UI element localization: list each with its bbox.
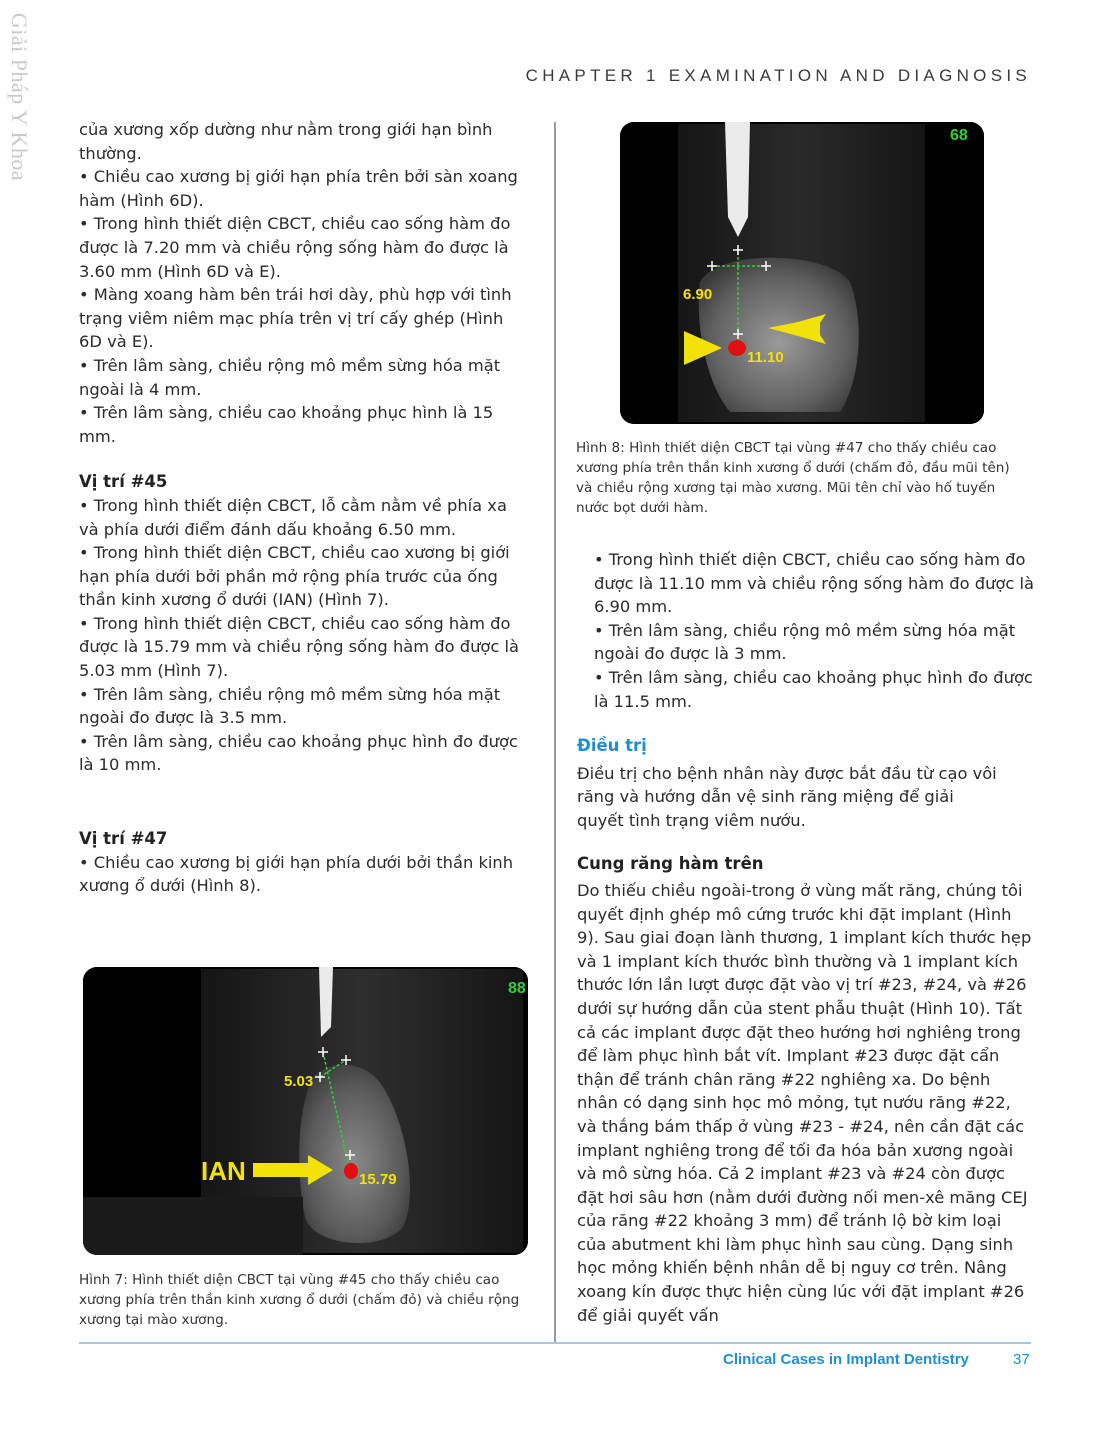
bullet-item: • Trên lâm sàng, chiều cao khoảng phục hình đo được là 10 mm. <box>79 731 518 775</box>
bullet-item: • Trong hình thiết diện CBCT, lỗ cằm nằm về phía xa và phía dưới điểm đánh dấu khoảng 6.50 mm. <box>79 495 507 539</box>
bullet-item: • Trên lâm sàng, chiều rộng mô mềm sừng hóa mặt ngoài là 4 mm. <box>79 355 501 399</box>
height-measure-label: 15.79 <box>359 1171 397 1188</box>
section-heading-upper-arch: Cung răng hàm trên <box>577 854 764 874</box>
column-divider <box>554 122 556 1342</box>
right-column-site-47 <box>594 548 1034 713</box>
watermark <box>4 12 34 182</box>
width-measure-label: 5.03 <box>284 1073 314 1090</box>
right-column-treatment <box>577 734 1032 1327</box>
figure-7-cbct-image <box>83 967 528 1255</box>
bullet-item: • Trên lâm sàng, chiều rộng mô mềm sừng hóa mặt ngoài đo được là 3.5 mm. <box>79 684 501 728</box>
paragraph: Do thiếu chiều ngoài-trong ở vùng mất răng, chúng tôi quyết định ghép mô cứng trước khi đặt implant (Hình 9). Sau giai đoạn lành thương, 1 implant kích thước hẹp và 1 implant kích thước bình thường và 1 implant kích thước lớn lần lượt được đặt vào vị trí #23, #24, và #26 dưới sự hướng dẫn của stent phẫu thuật (Hình 10). Tất cả các implant được đặt theo hướng hơi nghiêng trong để làm phục hình bắt vít. Implant #23 được đặt cẩn thận để tránh chân răng #22 nghiêng xa. Do bệnh nhân có dạng sinh học mô mỏng, tụt nướu răng #22, và thắng bám thấp ở vùng #23 - #24, nên cần đặt các implant nghiêng trong để tối đa hóa bản xương ngoài và mô sừng hóa. Cả 2 implant #23 và #24 còn được đặt hơi sâu hơn (nằm dưới đường nối men-xê măng CEJ của răng #22 khoảng 3 mm) để tránh lộ bờ kim loại của abutment khi làm phục hình sau cùng. Dạng sinh học mỏng khiến bệnh nhân dễ bị nguy cơ trên. Nâng xoang kín được thực hiện cùng lúc với đặt implant #26 để giải quyết vấn <box>577 880 1032 1325</box>
paragraph: Điều trị cho bệnh nhân này được bắt đầu từ cạo vôi răng và hướng dẫn vệ sinh răng miệng để giải quyết tình trạng viêm nướu. <box>577 763 997 830</box>
watermark-text: Giải Pháp Y Khoa <box>7 12 32 182</box>
figure-8-cbct-image <box>620 122 984 424</box>
figure-8-caption: Hình 8: Hình thiết diện CBCT tại vùng #47 cho thấy chiều cao xương phía trên thần kinh xương ổ dưới (chấm đỏ, đầu mũi tên) và chiều rộng xương tại mào xương. Mũi tên chỉ vào hố tuyến nước bọt dưới hàm. <box>576 440 1010 516</box>
bullet-item: • Chiều cao xương bị giới hạn phía dưới bởi thần kinh xương ổ dưới (Hình 8). <box>79 852 514 896</box>
bullet-item: • Trên lâm sàng, chiều cao khoảng phục hình là 15 mm. <box>79 403 494 446</box>
bullet-item: • Trên lâm sàng, chiều rộng mô mềm sừng hóa mặt ngoài đo được là 3 mm. <box>594 620 1016 664</box>
section-heading-site-47: Vị trí #47 <box>79 829 168 848</box>
height-measure-label: 11.10 <box>747 349 784 366</box>
slice-number: 88 <box>508 980 526 997</box>
chapter-header: CHAPTER 1 EXAMINATION AND DIAGNOSIS <box>525 66 1031 85</box>
bullet-item: • Trong hình thiết diện CBCT, chiều cao sống hàm đo được là 15.79 mm và chiều rộng sống hàm đo được là 5.03 mm (Hình 7). <box>79 613 519 681</box>
bullet-item: • Trong hình thiết diện CBCT, chiều cao sống hàm đo được là 7.20 mm và chiều rộng sống hàm đo được là 3.60 mm (Hình 6D và E). <box>79 214 511 281</box>
page-number: 37 <box>1013 1351 1030 1368</box>
left-column-site-47 <box>79 827 531 898</box>
cbct-scan-45 <box>83 967 528 1255</box>
footer-rule <box>79 1342 1031 1344</box>
cbct-scan-47 <box>620 122 984 424</box>
bullet-item: • Trên lâm sàng, chiều cao khoảng phục hình đo được là 11.5 mm. <box>594 667 1033 711</box>
section-heading-site-45: Vị trí #45 <box>79 472 168 492</box>
bullet-item: • Màng xoang hàm bên trái hơi dày, phù hợp với tình trạng viêm niêm mạc phía trên vị trí cấy ghép (Hình 6D và E). <box>79 285 512 352</box>
paragraph: của xương xốp dường như nằm trong giới hạn bình thường. <box>79 120 493 163</box>
slice-number: 68 <box>950 127 968 144</box>
left-column-text <box>79 118 531 777</box>
bullet-item: • Trong hình thiết diện CBCT, chiều cao sống hàm đo được là 11.10 mm và chiều rộng sống hàm đo được là 6.90 mm. <box>594 550 1034 617</box>
width-measure-label: 6.90 <box>683 286 713 303</box>
bullet-item: • Chiều cao xương bị giới hạn phía trên bởi sàn xoang hàm (Hình 6D). <box>79 167 518 210</box>
figure-7-caption: Hình 7: Hình thiết diện CBCT tại vùng #45 cho thấy chiều cao xương phía trên thần kinh xương ổ dưới (chấm đỏ) và chiều rộng xương tại mào xương. <box>79 1272 520 1328</box>
section-heading-treatment: Điều trị <box>577 736 647 755</box>
ian-label: IAN <box>201 1156 246 1186</box>
bullet-item: • Trong hình thiết diện CBCT, chiều cao xương bị giới hạn phía dưới bởi phần mở rộng phía trước của ống thần kinh xương ổ dưới (IAN) (Hình 7). <box>79 543 510 610</box>
footer-book-title: Clinical Cases in Implant Dentistry <box>723 1351 969 1368</box>
